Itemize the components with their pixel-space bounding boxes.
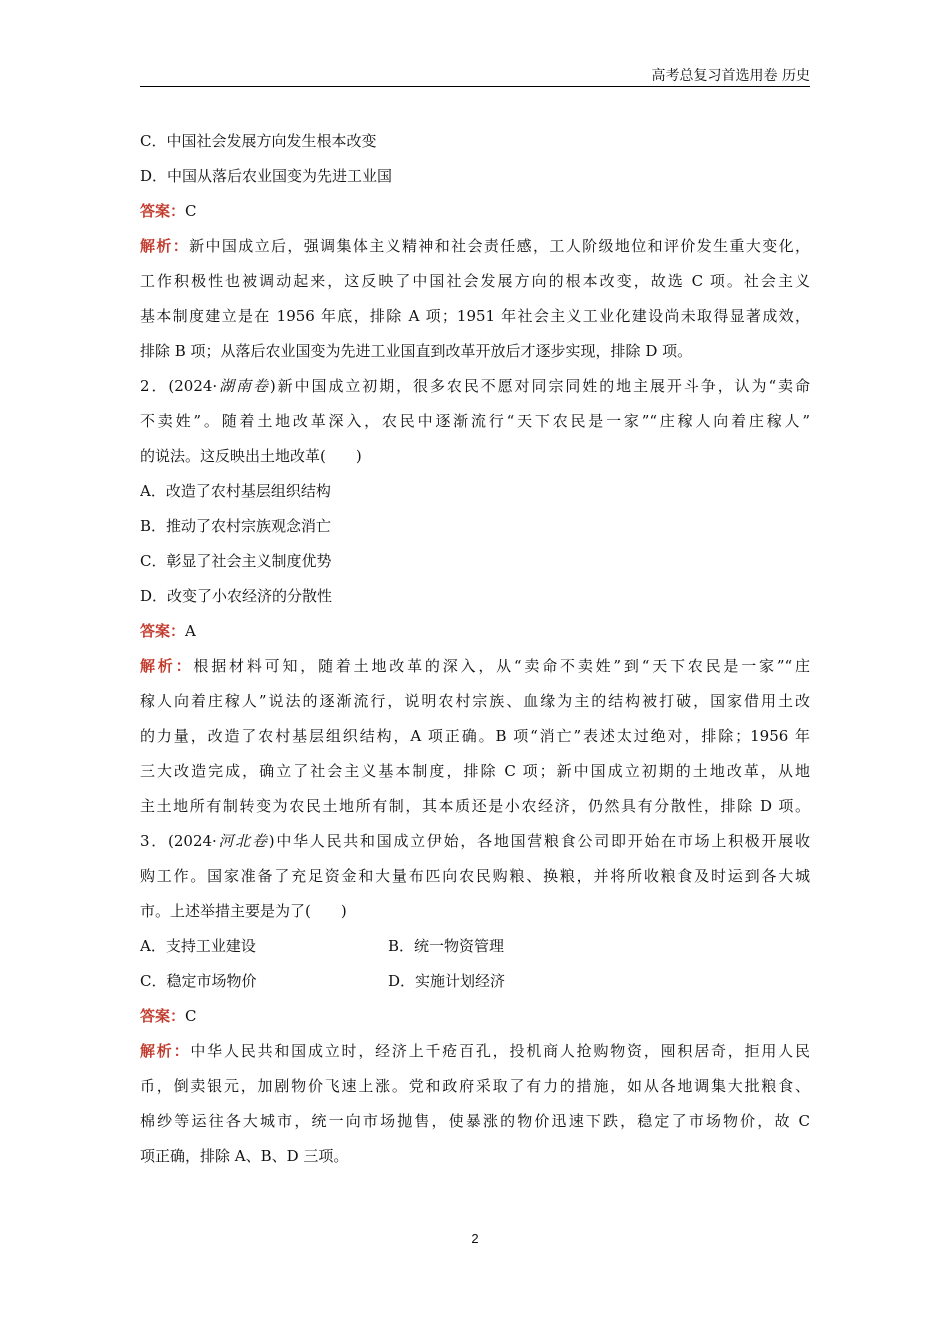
page-number: 2 <box>471 1231 479 1246</box>
q2-answer <box>140 614 810 649</box>
q3-stem-line: 市。上述举措主要是为了( ) <box>140 902 347 920</box>
q2-stem-line: 2．(2024·湖南卷)新中国成立初期，很多农民不愿对同宗同姓的地主展开斗争，认为“卖命 <box>140 377 810 395</box>
q2-analysis-line: 的力量，改造了农村基层组织结构，A 项正确。B 项“消亡”表述太过绝对，排除；1956 年 <box>140 727 810 745</box>
q3-analysis-line: 币，倒卖银元，加剧物价飞速上涨。党和政府采取了有力的措施，如从各地调集大批粮食、 <box>140 1077 810 1095</box>
page-content <box>140 124 810 1174</box>
header-rule <box>140 86 810 87</box>
q3-analysis-line: 解析：中华人民共和国成立时，经济上千疮百孔，投机商人抢购物资，囤积居奇，拒用人民 <box>140 1042 810 1060</box>
prev-analysis-line: 排除 B 项；从落后农业国变为先进工业国直到改革开放后才逐步实现，排除 D 项。 <box>140 342 693 360</box>
prev-answer <box>140 194 810 229</box>
answer-label: 答案： <box>140 622 186 640</box>
q2-option-b: B．推动了农村宗族观念消亡 <box>140 517 332 535</box>
answer-value: A <box>185 622 196 640</box>
q2-stem-line: 不卖姓”。随着土地改革深入，农民中逐渐流行“天下农民是一家”“庄稼人向着庄稼人” <box>140 412 810 430</box>
q3-options-row <box>140 929 810 964</box>
q3-option-b: B．统一物资管理 <box>388 937 505 955</box>
prev-analysis-line: 基本制度建立是在 1956 年底，排除 A 项；1951 年社会主义工业化建设尚未取得显著成效， <box>140 307 810 325</box>
q3-stem-line: 购工作。国家准备了充足资金和大量布匹向农民购粮、换粮，并将所收粮食及时运到各大城 <box>140 867 810 885</box>
q2-source: 湖南卷 <box>217 377 270 395</box>
q3-option-a: A．支持工业建设 <box>140 937 256 955</box>
q3-answer <box>140 999 810 1034</box>
prev-option-d: D．中国从落后农业国变为先进工业国 <box>140 167 393 185</box>
q2-option-c: C．彰显了社会主义制度优势 <box>140 552 332 570</box>
answer-value: C <box>185 202 197 220</box>
q3-options-row <box>140 964 810 999</box>
q3-source: 河北卷 <box>216 832 269 850</box>
q2-analysis-line: 主土地所有制转变为农民土地所有制，其本质还是小农经济，仍然具有分散性，排除 D 项。 <box>140 797 810 815</box>
answer-label: 答案： <box>140 1007 186 1025</box>
page-header: 高考总复习首选用卷 历史 <box>651 68 810 84</box>
q3-stem-line: 3．(2024·河北卷)中华人民共和国成立伊始，各地国营粮食公司即开始在市场上积极开展收 <box>140 832 810 850</box>
analysis-label: 解析： <box>140 657 194 675</box>
analysis-label: 解析： <box>140 237 190 255</box>
q2-option-a: A．改造了农村基层组织结构 <box>140 482 331 500</box>
analysis-label: 解析： <box>140 1042 191 1060</box>
q2-stem-line: 的说法。这反映出土地改革( ) <box>140 447 362 465</box>
prev-analysis-line: 工作积极性也被调动起来，这反映了中国社会发展方向的根本改变，故选 C 项。社会主义 <box>140 272 810 290</box>
prev-option-c: C．中国社会发展方向发生根本改变 <box>140 132 377 150</box>
answer-value: C <box>185 1007 197 1025</box>
prev-analysis-line: 解析：新中国成立后，强调集体主义精神和社会责任感，工人阶级地位和评价发生重大变化， <box>140 237 810 255</box>
q3-option-d: D．实施计划经济 <box>388 972 506 990</box>
q2-analysis-line: 三大改造完成，确立了社会主义基本制度，排除 C 项；新中国成立初期的土地改革，从地 <box>140 762 810 780</box>
q2-analysis-line: 稼人向着庄稼人”说法的逐渐流行，说明农村宗族、血缘为主的结构被打破，国家借用土改 <box>140 692 810 710</box>
q2-analysis-line: 解析：根据材料可知，随着土地改革的深入，从“卖命不卖姓”到“天下农民是一家”“庄 <box>140 657 810 675</box>
q3-analysis-line: 棉纱等运往各大城市，统一向市场抛售，使暴涨的物价迅速下跌，稳定了市场物价，故 C <box>140 1112 810 1130</box>
q2-option-d: D．改变了小农经济的分散性 <box>140 587 333 605</box>
q3-analysis-line: 项正确，排除 A、B、D 三项。 <box>140 1147 349 1165</box>
answer-label: 答案： <box>140 202 186 220</box>
q3-option-c: C．稳定市场物价 <box>140 972 257 990</box>
